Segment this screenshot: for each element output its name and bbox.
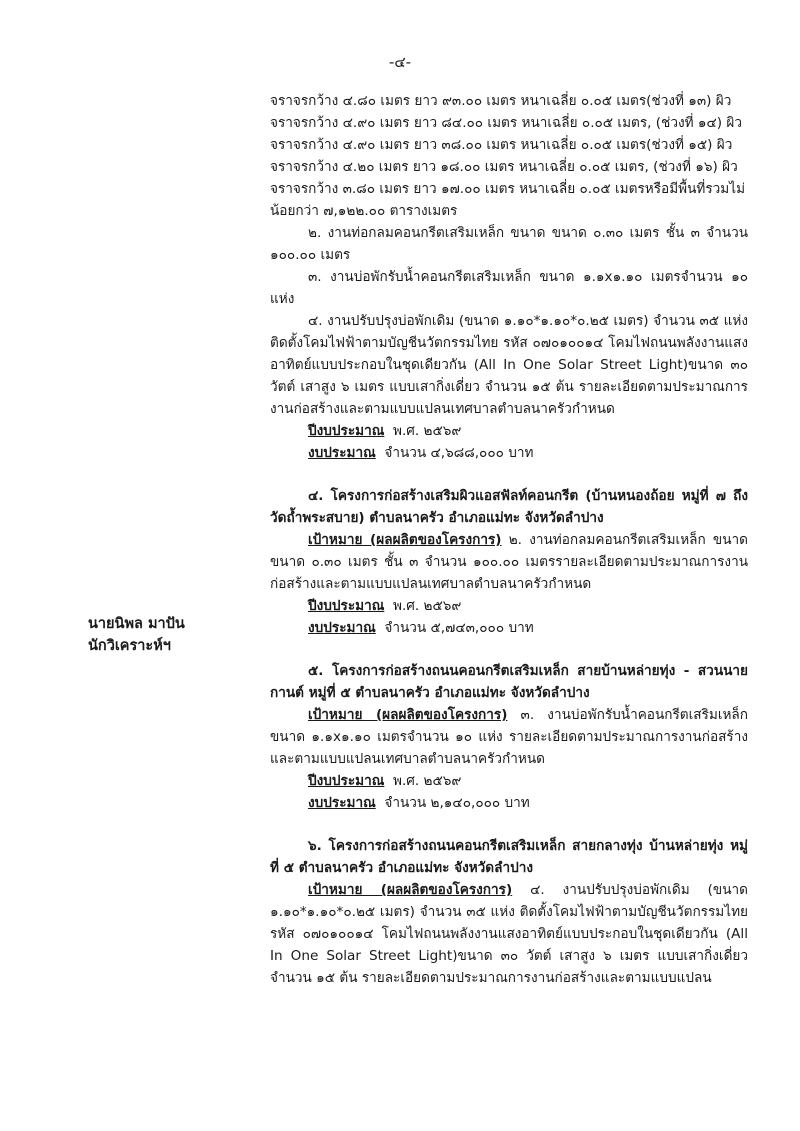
budget-amount-value: จำนวน ๕,๗๔๓,๐๐๐ บาท [384, 620, 534, 636]
item-2: ๒. งานท่อกลมคอนกรีตเสริมเหล็ก ขนาด ขนาด ๐.๓๐ เมตร ชั้น ๓ จำนวน ๑๐๐.๐๐ เมตร [270, 225, 748, 263]
budget-year-value: พ.ศ. ๒๕๖๙ [393, 773, 462, 789]
budget-year-label: ปีงบประมาณ [308, 773, 385, 789]
budget-amount-value: จำนวน ๒,๑๔๐,๐๐๐ บาท [384, 795, 530, 811]
signatory [88, 613, 185, 657]
item-3: ๓. งานบ่อพักรับน้ำคอนกรีตเสริมเหล็ก ขนาด ๑.๑x๑.๑๐ เมตรจำนวน ๑๐ แห่ง [270, 269, 748, 307]
budget-amount-row [270, 617, 748, 639]
budget-year-label: ปีงบประมาณ [308, 423, 385, 439]
target-text: ๓. งานบ่อพักรับน้ำคอนกรีตเสริมเหล็ก ขนาด ๑.๑x๑.๑๐ เมตรจำนวน ๑๐ แห่ง รายละเอียดตามประมาณการงานก่อสร้างและตามแบบแปลนเทศบาลตำบลนาครัวกำหนด [270, 707, 748, 767]
signatory-name: นายนิพล มาปัน [88, 616, 185, 632]
text-line: จราจรกว้าง ๔.๒๐ เมตร ยาว ๑๘.๐๐ เมตร หนาเฉลี่ย ๐.๐๕ เมตร, (ช่วงที่ ๑๖) ผิว [270, 159, 738, 175]
budget-year-label: ปีงบประมาณ [308, 598, 385, 614]
item-4: ๔. งานปรับปรุงบ่อพักเดิม (ขนาด ๑.๑๐*๑.๑๐*๐.๒๕ เมตร) จำนวน ๓๕ แห่ง ติดตั้งโคมไฟฟ้าตามบัญชีนวัตกรรมไทย รหัส ๐๗๐๑๐๐๑๔ โคมไฟถนนพลังงานแสงอาทิตย์แบบประกอบในชุดเดียวกัน (All In One Solar Street Light)ขนาด ๓๐ วัตต์ เสาสูง ๖ เมตร แบบเสากิ่งเดี่ยว จำนวน ๑๕ ต้น รายละเอียดตามประมาณการงานก่อสร้างและตามแบบแปลนเทศบาลตำบลนาครัวกำหนด [270, 313, 748, 417]
budget-year-value: พ.ศ. ๒๕๖๙ [393, 423, 462, 439]
project-5-title: ๕. โครงการก่อสร้างถนนคอนกรีตเสริมเหล็ก สายบ้านหล่ายทุ่ง - สวนนายกานต์ หมู่ที่ ๕ ตำบลนาครัว อำเภอแม่ทะ จังหวัดลำปาง [270, 663, 748, 701]
page-number: -๔- [388, 53, 412, 71]
budget-year-row [270, 770, 748, 792]
target-text: ๔. งานปรับปรุงบ่อพักเดิม (ขนาด ๑.๑๐*๑.๑๐*๐.๒๕ เมตร) จำนวน ๓๕ แห่ง ติดตั้งโคมไฟฟ้าตามบัญชีนวัตกรรมไทย รหัส ๐๗๐๑๐๐๑๔ โคมไฟถนนพลังงานแสงอาทิตย์แบบประกอบในชุดเดียวกัน (All In One Solar Street Light)ขนาด ๓๐ วัตต์ เสาสูง ๖ เมตร แบบเสากิ่งเดี่ยว จำนวน ๑๕ ต้น รายละเอียดตามประมาณการงานก่อสร้างและตามแบบแปลน [270, 882, 748, 986]
budget-amount-label: งบประมาณ [308, 795, 376, 811]
target-label: เป้าหมาย (ผลผลิตของโครงการ) [308, 882, 513, 898]
text-line: จราจรกว้าง ๔.๙๐ เมตร ยาว ๓๘.๐๐ เมตร หนาเฉลี่ย ๐.๐๕ เมตร(ช่วงที่ ๑๕) ผิว [270, 137, 733, 153]
target-label: เป้าหมาย (ผลผลิตของโครงการ) [308, 707, 508, 723]
text-line: จราจรกว้าง ๔.๙๐ เมตร ยาว ๘๔.๐๐ เมตร หนาเฉลี่ย ๐.๐๕ เมตร, (ช่วงที่ ๑๔) ผิว [270, 115, 743, 131]
project-6-target [270, 879, 748, 989]
text-line: จราจรกว้าง ๔.๘๐ เมตร ยาว ๙๓.๐๐ เมตร หนาเฉลี่ย ๐.๐๕ เมตร(ช่วงที่ ๑๓) ผิว [270, 93, 732, 109]
signatory-position: นักวิเคราะห์ฯ [88, 638, 171, 654]
document-body [270, 90, 748, 989]
text-line: จราจรกว้าง ๓.๘๐ เมตร ยาว ๑๗.๐๐ เมตร หนาเฉลี่ย ๐.๐๕ เมตรหรือมีพื้นที่รวมไม่ [270, 181, 746, 197]
target-label: เป้าหมาย (ผลผลิตของโครงการ) [308, 532, 502, 548]
budget-amount-label: งบประมาณ [308, 445, 376, 461]
text-line: น้อยกว่า ๗,๑๒๒.๐๐ ตารางเมตร [270, 203, 458, 219]
project-4-target [270, 529, 748, 595]
project-4-title: ๔. โครงการก่อสร้างเสริมผิวแอสฟัลท์คอนกรีต (บ้านหนองถ้อย หมู่ที่ ๗ ถึงวัดถ้ำพระสบาย) ตำบลนาครัว อำเภอแม่ทะ จังหวัดลำปาง [270, 488, 748, 526]
target-text: ๒. งานท่อกลมคอนกรีตเสริมเหล็ก ขนาด ขนาด ๐.๓๐ เมตร ชั้น ๓ จำนวน ๑๐๐.๐๐ เมตรรายละเอียดตามประมาณการงานก่อสร้างและตามแบบแปลนเทศบาลตำบลนาครัวกำหนด [270, 532, 748, 592]
budget-amount-value: จำนวน ๔,๖๘๘,๐๐๐ บาท [384, 445, 534, 461]
project-5-target [270, 704, 748, 770]
budget-year-row [270, 595, 748, 617]
budget-amount-label: งบประมาณ [308, 620, 376, 636]
budget-year-row [270, 420, 748, 442]
budget-amount-row [270, 792, 748, 814]
budget-year-value: พ.ศ. ๒๕๖๙ [393, 598, 462, 614]
project-6-title: ๖. โครงการก่อสร้างถนนคอนกรีตเสริมเหล็ก สายกลางทุ่ง บ้านหล่ายทุ่ง หมู่ที่ ๕ ตำบลนาครัว อำเภอแม่ทะ จังหวัดลำปาง [270, 838, 748, 876]
budget-amount-row [270, 442, 748, 464]
